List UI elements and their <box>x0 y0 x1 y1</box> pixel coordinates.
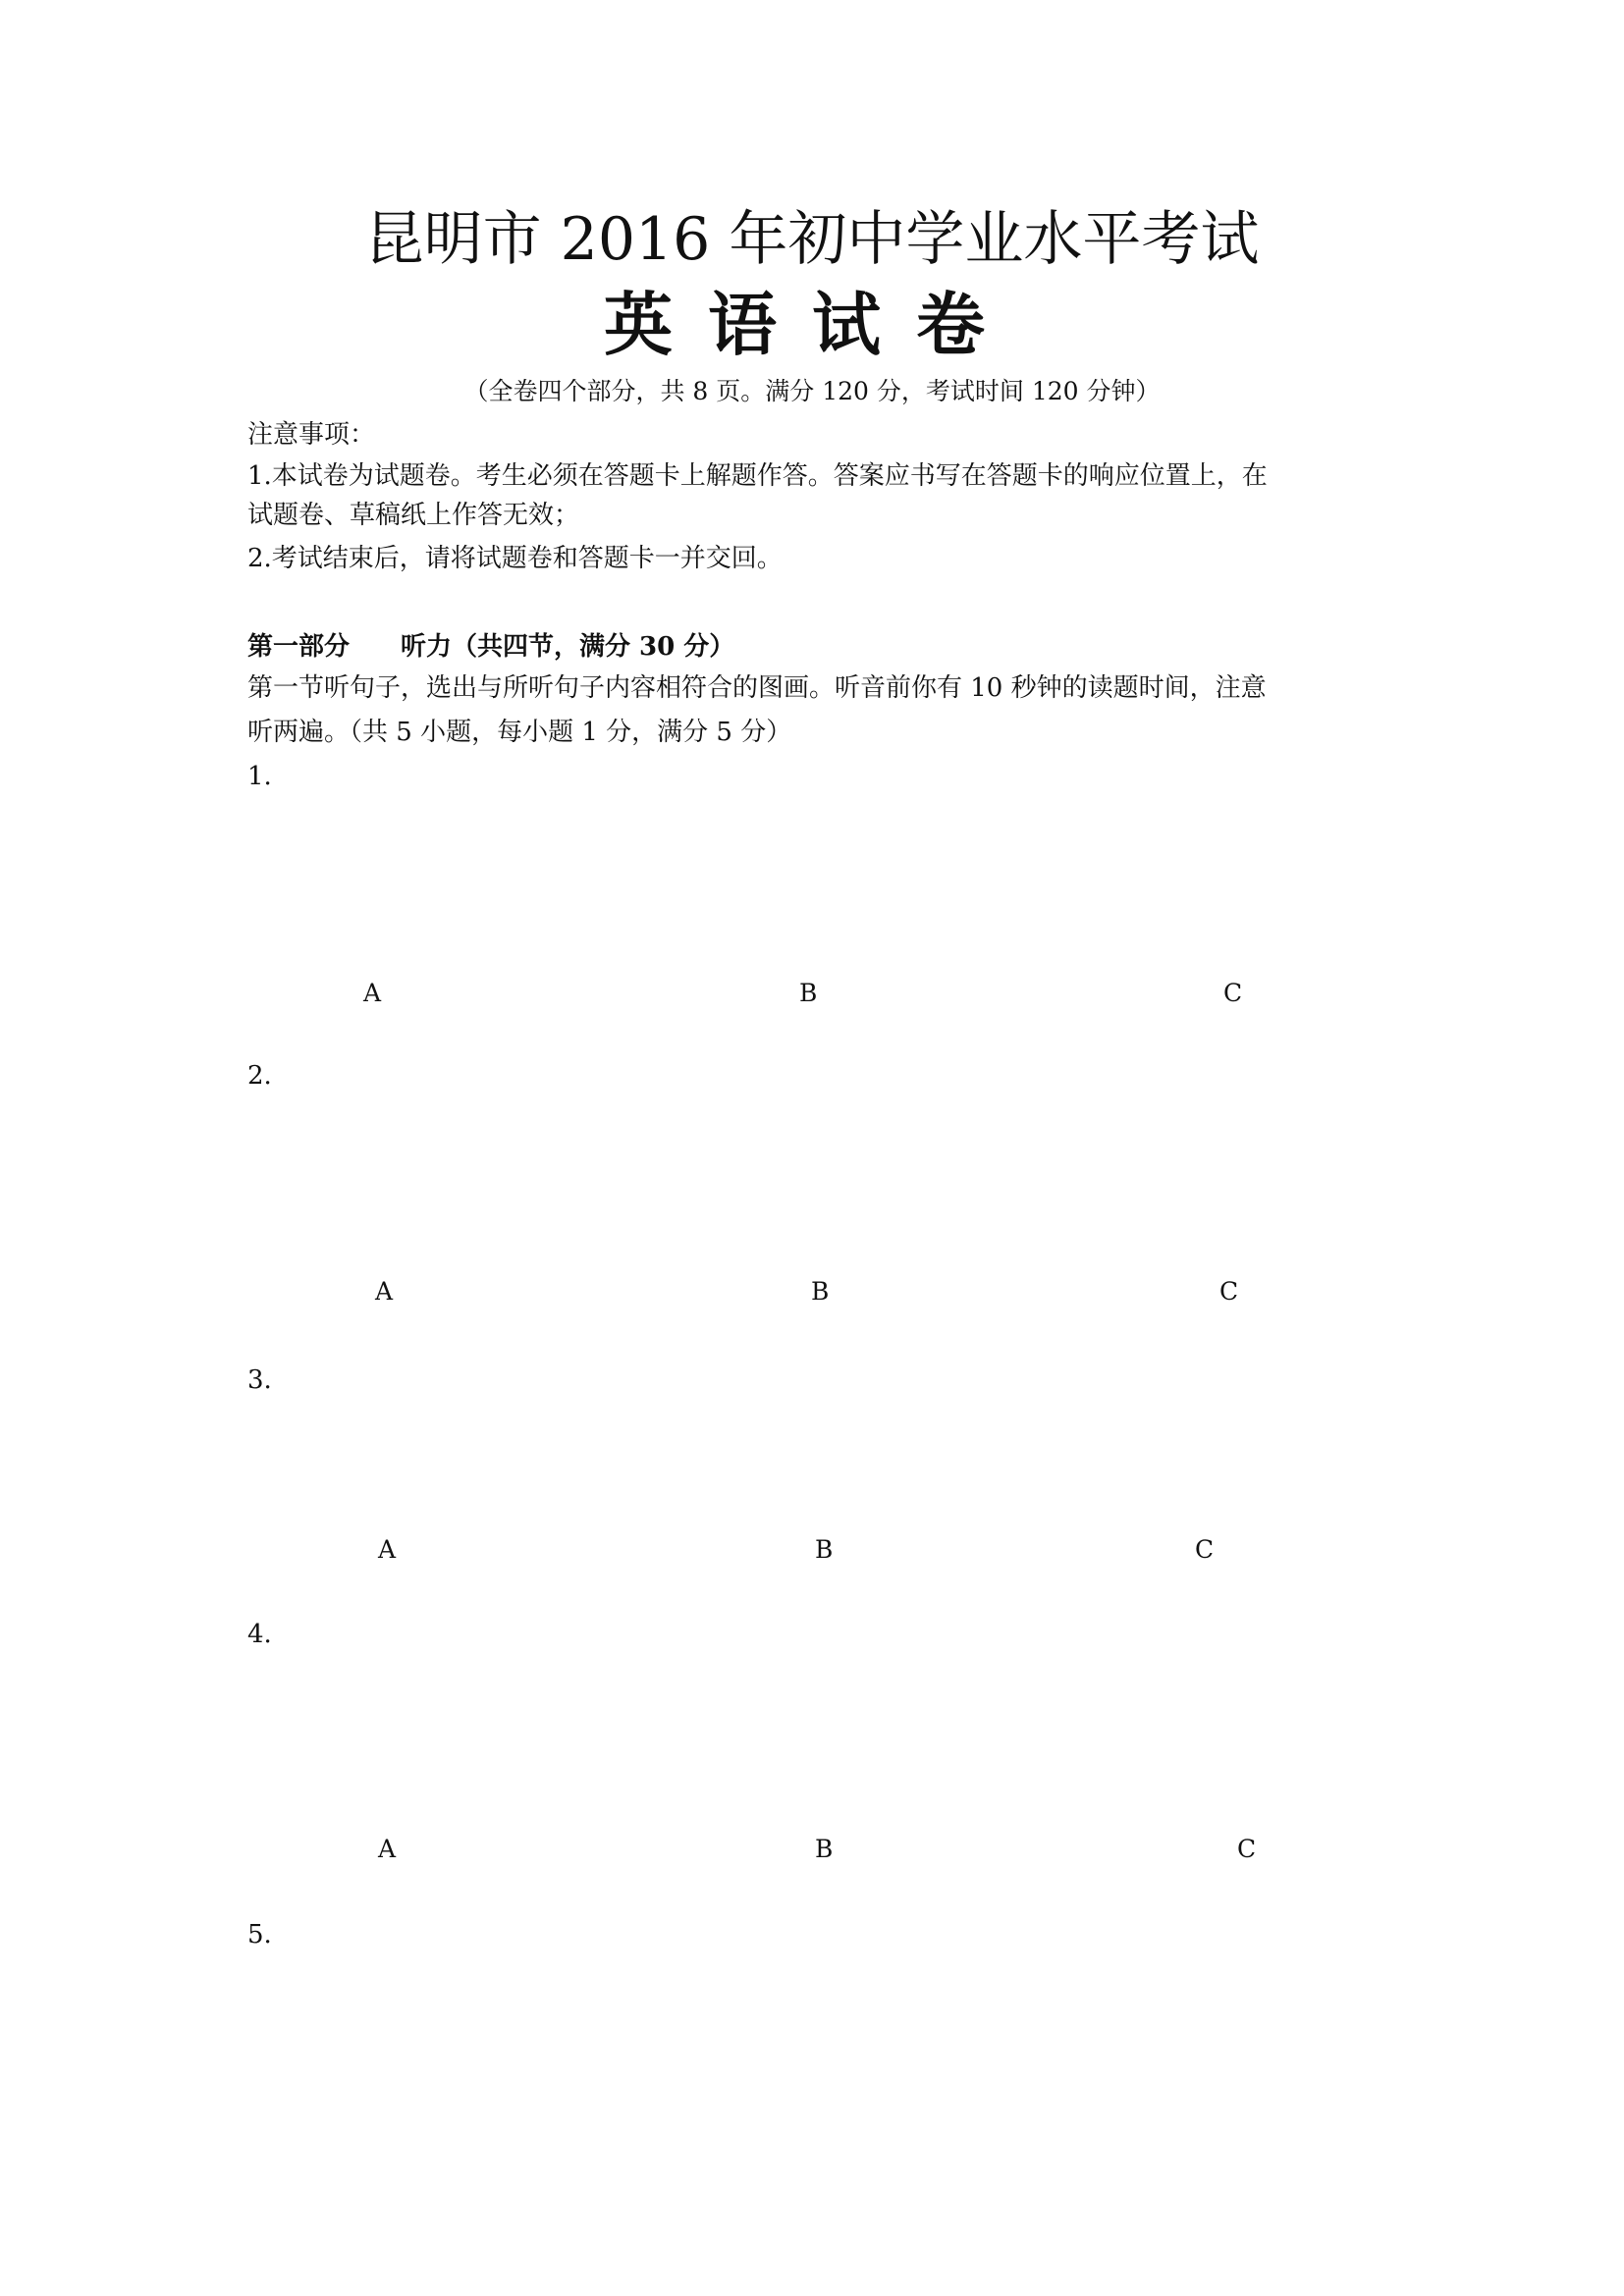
exam-scope-note: （全卷四个部分，共 8 页。满分 120 分，考试时间 120 分钟） <box>463 377 1161 405</box>
question-3-option-b: B <box>815 1535 834 1564</box>
section-1-instruction-line-2: 听两遍。（共 5 小题，每小题 1 分，满分 5 分） <box>247 718 792 747</box>
question-2-number: 2. <box>247 1061 272 1091</box>
question-4-number: 4. <box>247 1620 272 1649</box>
question-3-number: 3. <box>247 1365 272 1395</box>
exam-title: 昆明市 2016 年初中学业水平考试 <box>364 205 1260 274</box>
question-2-option-b: B <box>811 1277 830 1306</box>
question-1-number: 1. <box>247 762 272 791</box>
question-3-option-c: C <box>1195 1535 1215 1564</box>
question-3-option-a: A <box>378 1535 397 1564</box>
notice-item-2: 2.考试结束后，请将试题卷和答题卡一并交回。 <box>247 544 783 573</box>
question-1-option-a: A <box>363 979 382 1007</box>
notice-heading: 注意事项： <box>247 420 376 450</box>
part-1-heading: 第一部分 听力（共四节，满分 30 分） <box>247 632 735 662</box>
notice-item-1-line-1: 1.本试卷为试题卷。考生必须在答题卡上解题作答。答案应书写在答题卡的响应位置上，在 <box>247 461 1268 491</box>
question-4-option-c: C <box>1237 1835 1257 1863</box>
question-2-option-a: A <box>375 1277 394 1306</box>
question-4-option-b: B <box>815 1835 834 1863</box>
exam-subtitle: 英语试卷 <box>604 284 1020 365</box>
question-2-option-c: C <box>1219 1277 1239 1306</box>
notice-item-1-line-2: 试题卷、草稿纸上作答无效； <box>247 501 580 530</box>
question-4-option-a: A <box>378 1835 397 1863</box>
section-1-instruction-line-1: 第一节听句子，选出与所听句子内容相符合的图画。听音前你有 10 秒钟的读题时间，注意 <box>247 673 1267 703</box>
question-5-number: 5. <box>247 1920 272 1949</box>
question-1-option-b: B <box>799 979 818 1007</box>
question-1-option-c: C <box>1223 979 1243 1007</box>
